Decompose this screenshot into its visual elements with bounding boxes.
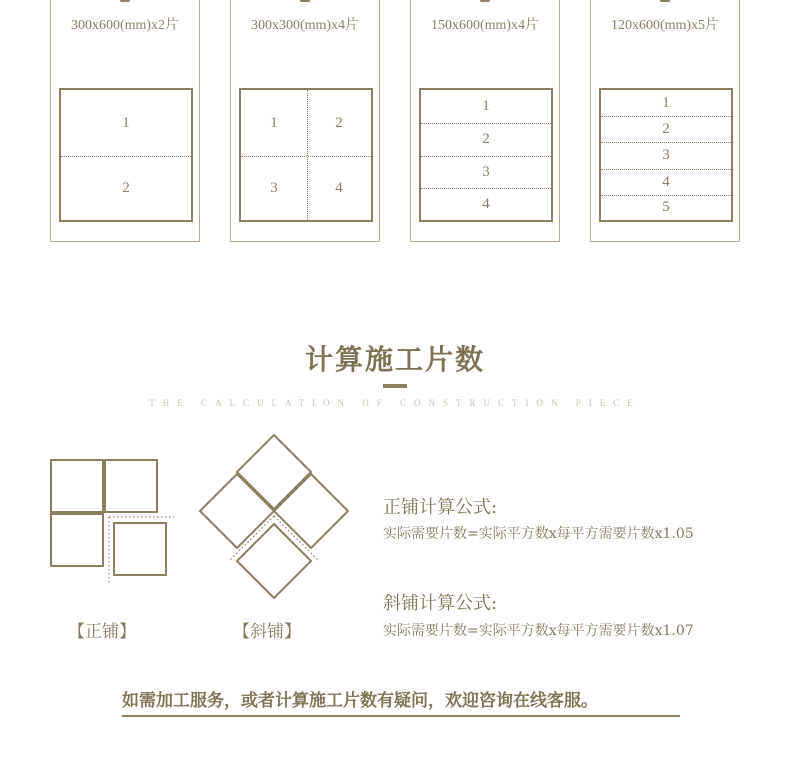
tile-cell: 4 — [662, 173, 670, 190]
tile-cell: 5 — [662, 199, 670, 215]
spec-card-2 — [230, 0, 380, 242]
tile-cell: 1 — [122, 114, 130, 131]
tile-cell: 3 — [270, 179, 278, 196]
section-title: 计算施工片数 — [304, 343, 485, 376]
diagonal-formula: 实际需要片数=实际平方数x每平方需要片数x1.07 — [383, 623, 694, 639]
card-cap — [120, 0, 130, 2]
tile-cell: 1 — [482, 98, 490, 114]
spec-label: 300x300(mm)x4片 — [250, 18, 360, 33]
tile-cell: 1 — [270, 114, 278, 131]
card-cap — [660, 0, 670, 2]
spec-label: 150x600(mm)x4片 — [430, 18, 540, 33]
tile-cell: 1 — [662, 94, 670, 111]
tile-diagram — [599, 88, 733, 222]
card-cap — [300, 0, 310, 2]
tile-cell: 3 — [662, 147, 670, 163]
section-subtitle: THE CALCULATION OF CONSTRUCTION PIECE — [149, 398, 641, 408]
title-underline — [383, 384, 407, 388]
tile-diagram — [239, 88, 373, 222]
tile-diagram — [59, 88, 193, 222]
tile-cell: 2 — [482, 131, 490, 147]
tile-cell: 3 — [482, 163, 490, 180]
spec-card-4 — [590, 0, 740, 242]
tile-cell: 2 — [662, 120, 670, 137]
spec-label: 120x600(mm)x5片 — [610, 18, 720, 33]
diagonal-formula-title: 斜铺计算公式: — [383, 593, 498, 614]
straight-caption: 【正铺】 — [68, 622, 136, 642]
diagonal-layout-diagram — [195, 430, 360, 605]
tile-cell: 4 — [335, 179, 343, 196]
tile-cell: 4 — [482, 195, 490, 212]
straight-formula-title: 正铺计算公式: — [383, 497, 498, 518]
straight-layout-diagram — [46, 455, 181, 585]
spec-card-1 — [50, 0, 200, 242]
tile-diagram — [419, 88, 553, 222]
consult-note: 如需加工服务，或者计算施工片数有疑问，欢迎咨询在线客服。 — [122, 691, 598, 711]
card-cap — [480, 0, 490, 2]
straight-formula: 实际需要片数=实际平方数x每平方需要片数x1.05 — [383, 526, 694, 542]
footer-underline — [122, 715, 680, 717]
tile-cell: 2 — [122, 179, 130, 196]
diagonal-caption: 【斜铺】 — [233, 622, 301, 642]
tile-cell: 2 — [335, 114, 343, 131]
spec-card-3 — [410, 0, 560, 242]
spec-label: 300x600(mm)x2片 — [70, 18, 180, 33]
